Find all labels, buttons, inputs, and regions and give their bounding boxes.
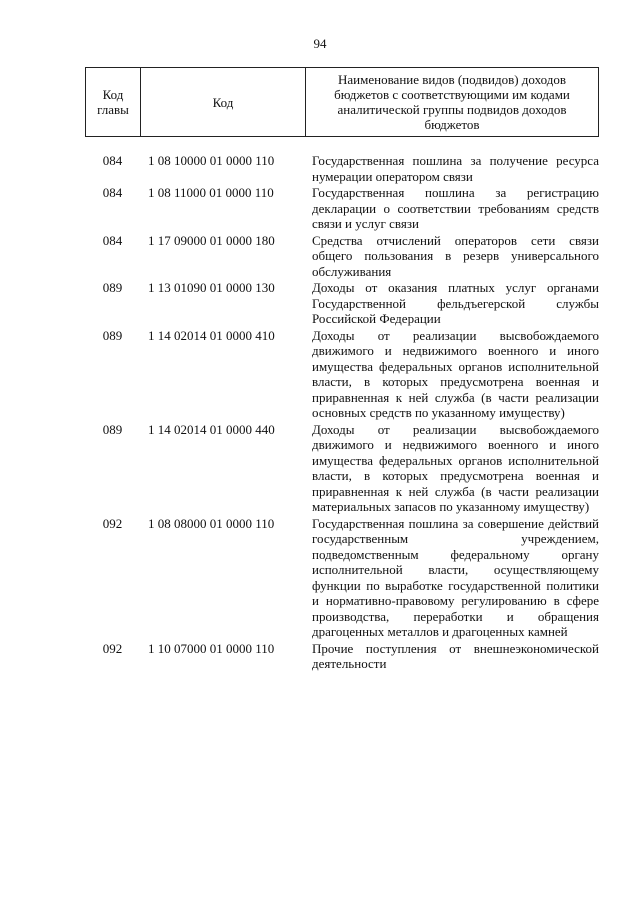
income-code: 1 08 10000 01 0000 110 xyxy=(148,153,275,168)
income-code: 1 13 01090 01 0000 130 xyxy=(148,280,275,295)
income-code: 1 10 07000 01 0000 110 xyxy=(148,640,275,656)
income-name: Доходы от оказания платных услуг органами Государственной фельдъегерской службы Российской Федерации xyxy=(312,280,599,326)
chapter-code: 092 xyxy=(102,515,123,531)
table-row xyxy=(85,516,599,640)
header-chapter-code xyxy=(86,68,141,136)
income-code: 1 14 02014 01 0000 410 xyxy=(148,327,275,343)
chapter-code: 092 xyxy=(102,640,123,656)
table-row xyxy=(85,422,599,515)
chapter-code: 084 xyxy=(102,232,123,248)
header-code: Код xyxy=(141,68,306,136)
income-name: Доходы от реализации высвобождаемого движимого и недвижимого военного и иного имущества федеральных органов исполнительной власти, в которых предусмотрена военная и приравненная к ней служба (в части реализации материальных запасов по указанному имуществу) xyxy=(312,421,599,514)
chapter-code: 089 xyxy=(102,421,123,437)
income-name: Средства отчислений операторов сети связи общего пользования в резерв универсального обслуживания xyxy=(312,232,599,279)
chapter-code: 084 xyxy=(102,185,123,200)
table-row xyxy=(85,153,599,184)
income-code: 1 08 11000 01 0000 110 xyxy=(148,185,274,200)
header-chapter-code-line2: главы xyxy=(97,102,129,117)
income-code: 1 14 02014 01 0000 440 xyxy=(148,421,275,437)
header-chapter-code-line1: Код xyxy=(102,87,124,102)
table-row xyxy=(85,233,599,280)
income-name: Доходы от реализации высвобождаемого движимого и недвижимого военного и иного имущества федеральных органов исполнительной власти, в которых предусмотрена военная и приравненная к ней служба (в части реализации основных средств по указанному имуществу) xyxy=(312,327,599,420)
income-code: 1 17 09000 01 0000 180 xyxy=(148,232,275,248)
chapter-code: 084 xyxy=(102,153,123,168)
income-name: Государственная пошлина за совершение действий государственным учреждением, подведомственным федеральному органу исполнительной власти, осуществляющему функции по выработке государственной политики и нормативно-правовому регулированию в сфере производства, переработки и обращения драгоценных металлов и драгоценных камней xyxy=(312,515,599,639)
header-income-name: Наименование видов (подвидов) доходов бюджетов с соответствующими им кодами аналитической группы подвидов доходов бюджетов xyxy=(334,72,570,132)
table-row xyxy=(85,185,599,232)
chapter-code: 089 xyxy=(102,327,123,343)
table-row xyxy=(85,328,599,421)
income-code: 1 08 08000 01 0000 110 xyxy=(148,515,275,531)
table-row xyxy=(85,280,599,327)
income-name: Государственная пошлина за получение ресурса нумерации оператором связи xyxy=(312,153,599,184)
table-header xyxy=(85,67,599,137)
income-name: Прочие поступления от внешнеэкономической деятельности xyxy=(312,640,599,671)
table-row xyxy=(85,641,599,672)
table-body xyxy=(85,153,599,673)
page-number: 94 xyxy=(313,36,327,51)
chapter-code: 089 xyxy=(102,280,123,295)
income-name: Государственная пошлина за регистрацию декларации о соответствии требованиям средств связи и услуг связи xyxy=(312,185,599,231)
